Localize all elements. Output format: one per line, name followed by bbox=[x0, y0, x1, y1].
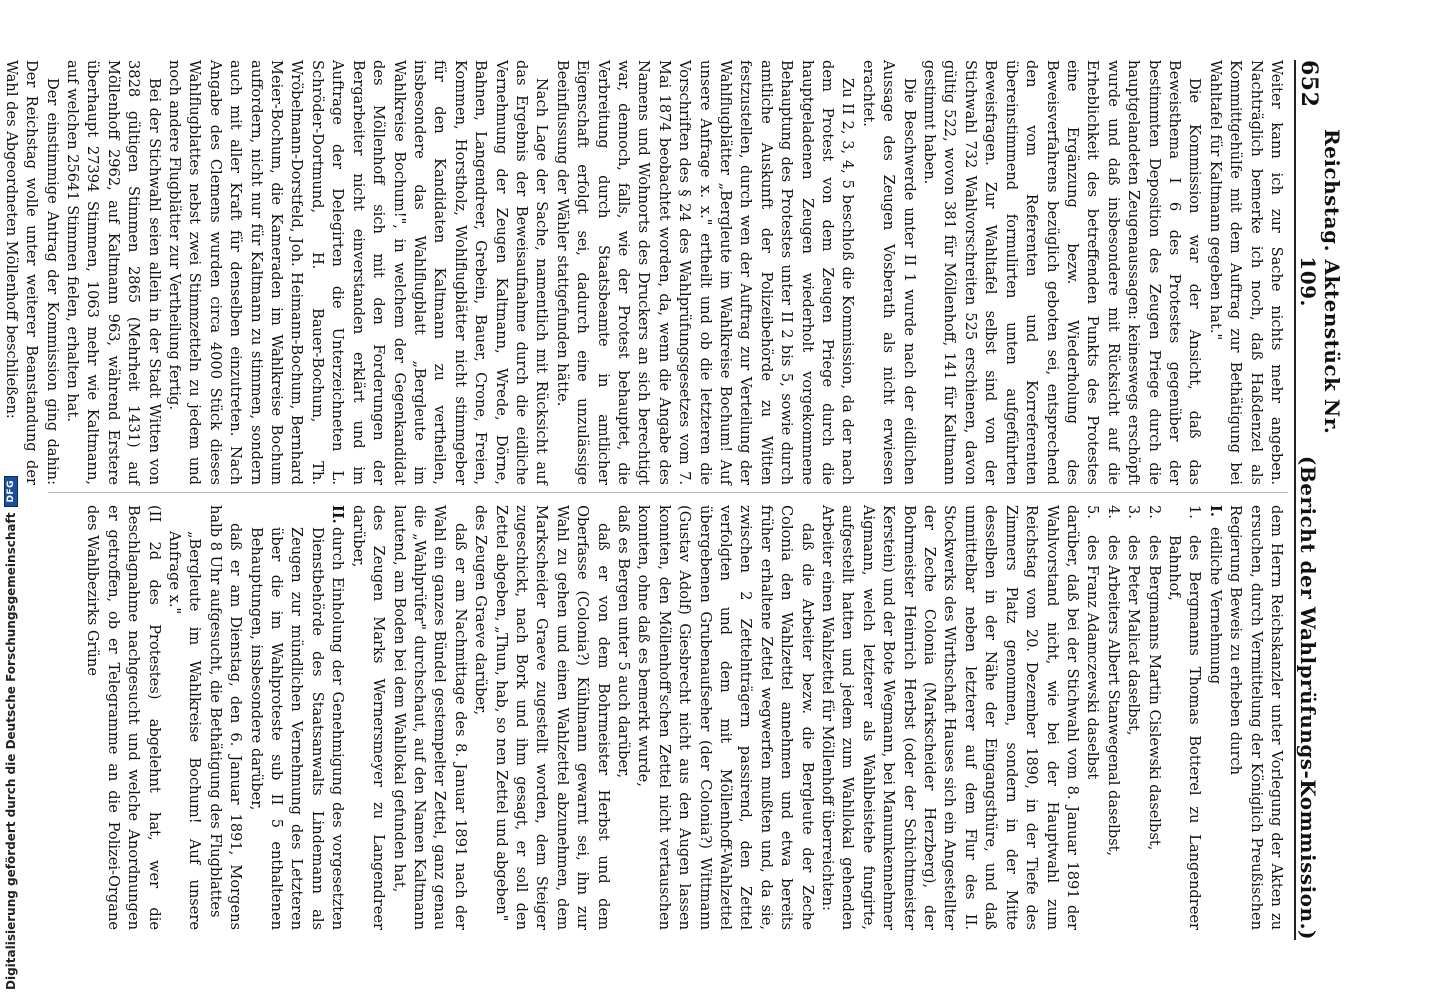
paragraph: darüber, daß bei der Stichwahl vom 8. Januar 1891 der Wahlvorstand nicht, wie bei der Hauptwahl zum Reichstag vom 20. Dezember 1890, in der Tiefe des Zimmers Platz genommen, sondern in der Mitte desselben in der Nähe der Eingangsthüre, und daß unmittelbar neben letzterer auf dem Flur des II. Stockwerks des Wirthschaft Hauses sich ein Angestellter der Zeche Colonia (Markscheider Herzberg), der Bohrmeister Heinrich Herbst (oder der Schichtmeister Kerstein) und der Bote Wegmann, bei Manumkennehmer Aigmann, welch letzterer als Wahlbeistehe fungirte, aufgestellt hatten und jedem zum Wahllokal gehenden Arbeiter einen Wahlzettel für Möllenhoff überreichten: bbox=[819, 505, 1081, 930]
paragraph: daß er am Nachmittage des 8. Januar 1891 nach der Wahl ein ganzes Bündel gestempelter Zettel, ganz genau die „Wahlprüfer" durchschaut, auf den Namen Kaltmann lautend, am Boden bei dem Wahllokal gefunden hat, bbox=[390, 505, 469, 930]
list-item bbox=[1164, 505, 1205, 930]
paragraph: (II 2d des Protestes) abgelehnt hat, wer die Beschlagnahme nachgesucht und welche Anordnungen er getroffen, ob er Telegramme an die Polizei-Organe des Wahlbezirks Grüne bbox=[84, 505, 163, 930]
credit-label: Digitalisierung gefördert durch die Deutsche Forschungsgemeinschaft bbox=[4, 512, 18, 990]
section-title: eidliche Vernehmung bbox=[1206, 527, 1224, 685]
list-text: des Bergmanns Martin Cislewski daselbst, bbox=[1145, 535, 1163, 851]
list-text: des Peter Malicat daselbst, bbox=[1125, 535, 1143, 736]
paragraph: Weiter kann ich zur Sache nichts mehr angeben. Nachträglich bemerke ich noch, daß Haßdenzel als Kommittgehülfe mit dem Auftrag zur Bethätigung bei Wahltafel für Kaltmann gegeben hat." bbox=[1206, 60, 1285, 485]
paragraph: daß die Arbeiter bezw. die Bergleute der Zeche Colonia den Wahlzettel annehmen und etwa bereits früher erhaltene Zettel wegwerfen mußten und, da sie, zwischen 2 Zettelnträgern passirend, den Zettel verfolgten und dem mit Möllenhoff-Wahlzettel übergebenen Grubenaufseher (der Colonia?) Wittmann (Gustav Adolf) Giesbrecht nicht aus den Augen lassen konnten, den Möllenhoff'schen Zettel nicht vertauschen konnten, ohne daß es bemerkt wurde, bbox=[635, 505, 816, 930]
list-number: 5. bbox=[1084, 505, 1102, 519]
paragraph: daß es Bergen unter 5 auch darüber, bbox=[615, 505, 632, 779]
section-number: I. bbox=[1206, 505, 1224, 517]
list-text: des Franz Adamczewski daselbst bbox=[1084, 535, 1102, 780]
list-text: des Bergmanns Thomas Botterel zu Langendreer Bahnhof, bbox=[1165, 535, 1204, 930]
list-number: 1. bbox=[1186, 505, 1204, 519]
paragraph: dem Herrn Reichskanzler unter Vorlegung der Akten zu ersuchen, durch Vermittelung der Königlich Preußischen Regierung Beweis zu erheben durch bbox=[1227, 505, 1285, 930]
list-item bbox=[1082, 505, 1102, 930]
list-number: 4. bbox=[1104, 505, 1122, 519]
paragraph: des Zeugen Graeve darüber, bbox=[472, 505, 490, 716]
section-I bbox=[1204, 505, 1224, 930]
section-II bbox=[245, 505, 347, 930]
list-item bbox=[1123, 505, 1143, 930]
page-header bbox=[1294, 60, 1344, 940]
paragraph: Der einstimmige Antrag der Kommission ging dahin: Der Reichstag wolle unter weiterer Beanstandung der Wahl des Abgeordneten Möllenhoff beschließen: bbox=[2, 60, 61, 485]
column-divider bbox=[48, 492, 1288, 493]
paragraph: Nach Lage der Sache, namentlich mit Rücksicht auf das Ergebnis der Beweisaufnahme durch die eidliche Vernehmung der Zeugen Kaltmann, Wrede, Dörne, Bahnen, Langendreer, Grebein, Bauer, Crone, Freien, Kommen, Horstholz, Wohlflugblätter nicht stimmgeber für den Kandidaten Kaltmann zu vertheilen, insbesondere das Wahlflugblatt „Bergleute im Wahlkreise Bochum!", in welchem der Gegenkandidat des Möllenhoff sich mit den Forderungen der Bergarbeiter nicht einverstanden erklärt und im Auftrage der Delegirten die Unterzeichneten L. Schröder-Dortmund, H. Bauer-Bochum, Th. Wröbelmann-Dorstfeld, Joh. Heimann-Bochum, Bernhard Meier-Bochum, die Kameraden im Wahlkreise Bochum auffordern, nicht nur für Kaltmann zu stimmen, sondern auch mit aller Kraft für denselben einzutreten. Nach Angabe des Clemens wurden circa 4000 Stück dieses Wahlflugblattes nebst zwei Stimmzetteln zu jedem und noch andere Flugblätter zur Vertheilung fertig. bbox=[166, 60, 551, 485]
paragraph: des Zeugen Marks Wernersmeyer zu Langendreer darüber, bbox=[349, 505, 388, 930]
paragraph: Die Kommission war der Ansicht, daß das Beweisthema I 6 des Protestes gegenüber der bestimmten Deposition des Zeugen Priege durch die hauptgelandeten Zeugenaussagen: keineswegs erschöpft wurde und daß insbesondere mit Rücksicht auf die Erheblichkeit des betreffenden Punkts des Protestes eine Ergänzung bezw. Wiederholung des Beweisverfahrens bezüglich geboten sei, entsprechend den vom Referenten und Korreferenten übereinstimmend formulirten unten aufgeführten Beweisfragen. Zur Wahltafel selbst sind von der Stichwahl 732 Wahlvorschreiten 525 erschienen, davon gültig 522, wovon 381 für Möllenhoff, 141 für Kaltmann gestimmt haben. bbox=[921, 60, 1204, 485]
dfg-logo: DFG bbox=[4, 476, 18, 507]
paragraph: daß er am Dienstag, den 6. Januar 1891, Morgens halb 8 Uhr aufgesucht, die Bethätigung des Flugblattes bbox=[206, 505, 245, 930]
quote: „Bergleute im Wahlkreise Bochum! Auf unsere Anfrage x." bbox=[166, 531, 204, 930]
list-number: 3. bbox=[1125, 505, 1143, 519]
digitization-credit bbox=[4, 0, 26, 1000]
paragraph: Die Beschwerde unter II 1 wurde nach der eidlichen Aussage des Zeugen Vosberath als nicht erwiesen erachtet. bbox=[859, 60, 918, 485]
section-text: durch Einholung der Genehmigung des vorgesetzten Dienstbehörde des Staatsanwalts Lindemann als Zeugen zur mündlichen Vernehmung des Letzteren über die im Wahlproteste sub II 5 enthaltenen Behauptungen, insbesondere darüber, bbox=[247, 527, 347, 930]
left-column bbox=[0, 60, 1286, 485]
paragraph: Bei der Stichwahl seien allein in der Stadt Witten von 3828 gültigen Stimmen 2865 (Mehrheit 1431) auf Möllenhoff 2962, auf Kaltmann 963, während Erstere überhaupt 27394 Stimmen, 1063 mehr wie Kaltmann, auf welchen 25641 Stimmen fielen, erhalten hat. bbox=[64, 60, 163, 485]
list-text: des Arbeiters Albert Stanwegenal daselbst, bbox=[1104, 535, 1122, 857]
credit-text-wrapper bbox=[4, 476, 18, 990]
paragraph: Zu II 2, 3, 4, 5 beschloß die Kommission, da der nach dem Protest von dem Zeugen Priege durch die hauptgeladenen Zeugen wiederholt vorgekommene Behauptung des Protestes unter II 2 bis 5, sowie durch amtliche Auskunft der Polizeibehörde zu Witten festzustellen, durch wen der Auftrag zur Verteilung der Wahlflugblätter „Bergleute im Wahlkreise Bochum! Auf unsere Anfrage x. x." ertheilt und ob die letzteren die Vorschriften des § 24 des Wahlprüfungsgesetzes vom 7. Mai 1874 beobachtet worden, da, wenn die Angabe des Namens und Wohnorts des Druckers an sich berechtigt war, dennoch, falls, wie der Protest behauptet, die Verbreitung durch Staatsbeamte in amtlicher Eigenschaft erfolgt sei, dadurch eine unzulässige Beeinflussung der Wähler stattgefunden hätte. bbox=[553, 60, 857, 485]
list-item bbox=[1102, 505, 1122, 930]
paragraph: daß er von dem Bohrmeister Herbst und dem Oberfasse (Colonia?) Kühlmann gewarnt sei, ihn zur Wahl zu gehen und einen Wahlzettel abzunehmen, dem Markscheider Graeve zugestellt worden, dem Steiger zugeschickt, nach Bork und ihm gesagt, er soll den Zettel abgeben, „Thun, hab, so nen Zettel und abgeben" bbox=[492, 505, 612, 930]
right-column bbox=[82, 505, 1286, 930]
header-section: (Bericht der Wahlprüfungs-Kommission.) bbox=[1296, 455, 1320, 940]
list-item bbox=[1143, 505, 1163, 930]
page-number: 652 bbox=[1296, 60, 1322, 108]
section-number: II. bbox=[329, 505, 347, 524]
header-title: Reichstag. Aktenstück Nr. 109. bbox=[1296, 128, 1344, 435]
list-number: 2. bbox=[1145, 505, 1163, 519]
